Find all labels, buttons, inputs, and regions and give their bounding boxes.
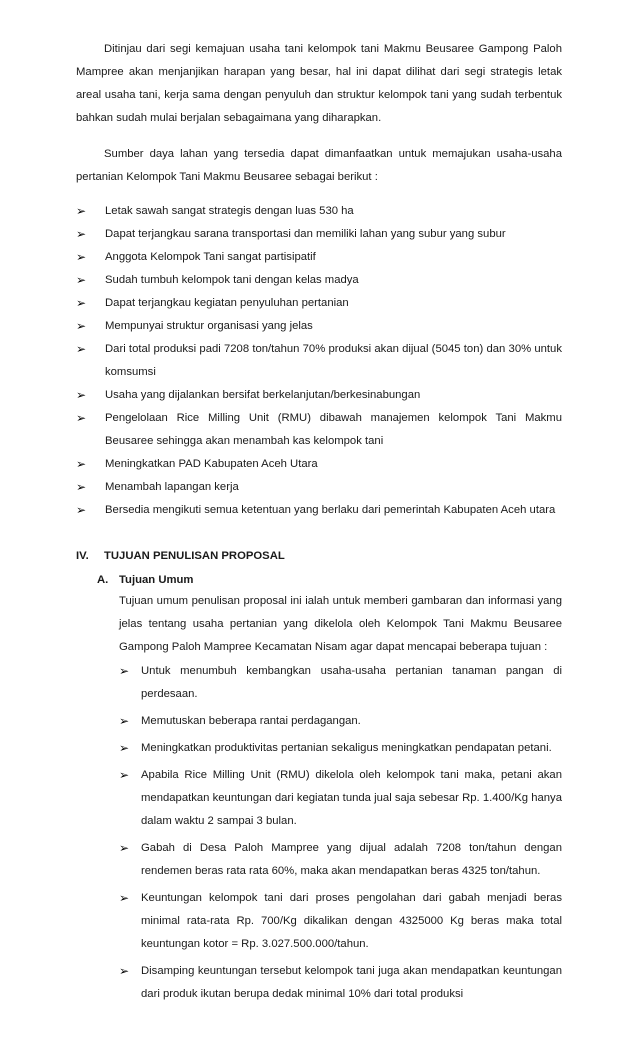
- arrow-bullet-icon: ➢: [76, 296, 87, 310]
- arrow-bullet-icon: ➢: [76, 204, 87, 218]
- arrow-bullet-icon: ➢: [119, 841, 130, 855]
- list-item: ➢ Disamping keuntungan tersebut kelompok tani juga akan mendapatkan keuntungan dari produk ikutan berupa dedak minimal 10% dari total produksi: [119, 960, 562, 1006]
- arrow-bullet-icon: ➢: [76, 227, 87, 241]
- list-item: ➢ Gabah di Desa Paloh Mampree yang dijual adalah 7208 ton/tahun dengan rendemen beras rata rata 60%, maka akan mendapatkan beras 4325 ton/tahun.: [119, 837, 562, 883]
- arrow-bullet-icon: ➢: [76, 250, 87, 264]
- list-item: ➢ Dapat terjangkau kegiatan penyuluhan pertanian: [76, 292, 562, 315]
- arrow-bullet-icon: ➢: [76, 342, 87, 356]
- subsection-title: Tujuan Umum: [119, 574, 194, 586]
- arrow-bullet-icon: ➢: [76, 457, 87, 471]
- list-item: ➢ Meningkatkan produktivitas pertanian sekaligus meningkatkan pendapatan petani.: [119, 737, 562, 760]
- arrow-bullet-icon: ➢: [119, 741, 130, 755]
- resources-list: [76, 200, 562, 522]
- arrow-bullet-icon: ➢: [119, 964, 130, 978]
- intro-paragraph-2: Sumber daya lahan yang tersedia dapat dimanfaatkan untuk memajukan usaha-usaha pertanian Kelompok Tani Makmu Beusaree sebagai berikut :: [76, 148, 562, 183]
- list-item: ➢ Letak sawah sangat strategis dengan luas 530 ha: [76, 200, 562, 223]
- list-item: ➢ Dari total produksi padi 7208 ton/tahun 70% produksi akan dijual (5045 ton) dan 30% untuk komsumsi: [76, 338, 562, 384]
- list-item: ➢ Mempunyai struktur organisasi yang jelas: [76, 315, 562, 338]
- section-title: TUJUAN PENULISAN PROPOSAL: [104, 550, 285, 562]
- list-item: ➢ Memutuskan beberapa rantai perdagangan.: [119, 710, 562, 733]
- arrow-bullet-icon: ➢: [76, 503, 87, 517]
- section-number: IV.: [76, 550, 89, 562]
- subsection-intro: Tujuan umum penulisan proposal ini ialah untuk memberi gambaran dan informasi yang jelas tentang usaha pertanian yang dikelola oleh Kelompok Tani Makmu Beusaree Gampong Paloh Mampree Kecamatan Nisam agar dapat mencapai beberapa tujuan :: [119, 595, 562, 653]
- subsection-heading: [97, 571, 193, 589]
- list-item: ➢ Pengelolaan Rice Milling Unit (RMU) dibawah manajemen kelompok Tani Makmu Beusaree sehingga akan menambah kas kelompok tani: [76, 407, 562, 453]
- arrow-bullet-icon: ➢: [76, 319, 87, 333]
- arrow-bullet-icon: ➢: [76, 273, 87, 287]
- subsection-letter: A.: [97, 574, 109, 586]
- list-item: ➢ Apabila Rice Milling Unit (RMU) dikelola oleh kelompok tani maka, petani akan mendapatkan keuntungan dari kegiatan tunda jual saja sebesar Rp. 1.400/Kg hanya dalam waktu 2 sampai 3 bulan.: [119, 764, 562, 833]
- arrow-bullet-icon: ➢: [119, 714, 130, 728]
- arrow-bullet-icon: ➢: [119, 664, 130, 678]
- list-item: ➢ Untuk menumbuh kembangkan usaha-usaha pertanian tanaman pangan di perdesaan.: [119, 660, 562, 706]
- list-item: ➢ Dapat terjangkau sarana transportasi dan memiliki lahan yang subur yang subur: [76, 223, 562, 246]
- goals-list: [119, 660, 562, 1010]
- list-item: ➢ Bersedia mengikuti semua ketentuan yang berlaku dari pemerintah Kabupaten Aceh utara: [76, 499, 562, 522]
- arrow-bullet-icon: ➢: [119, 891, 130, 905]
- list-item: ➢ Menambah lapangan kerja: [76, 476, 562, 499]
- arrow-bullet-icon: ➢: [76, 480, 87, 494]
- arrow-bullet-icon: ➢: [76, 411, 87, 425]
- list-item: ➢ Meningkatkan PAD Kabupaten Aceh Utara: [76, 453, 562, 476]
- arrow-bullet-icon: ➢: [119, 768, 130, 782]
- list-item: ➢ Usaha yang dijalankan bersifat berkelanjutan/berkesinabungan: [76, 384, 562, 407]
- intro-paragraph-1: Ditinjau dari segi kemajuan usaha tani kelompok tani Makmu Beusaree Gampong Paloh Mampree akan menjanjikan harapan yang besar, hal ini dapat dilihat dari segi strategis letak areal usaha tani, kerja sama dengan penyuluh dan struktur kelompok tani yang sudah terbentuk bahkan sudah mulai berjalan sebagaimana yang diharapkan.: [76, 43, 562, 124]
- list-item: ➢ Sudah tumbuh kelompok tani dengan kelas madya: [76, 269, 562, 292]
- section-heading: [76, 547, 285, 565]
- list-item: ➢ Anggota Kelompok Tani sangat partisipatif: [76, 246, 562, 269]
- list-item: ➢ Keuntungan kelompok tani dari proses pengolahan dari gabah menjadi beras minimal rata-rata Rp. 700/Kg dikalikan dengan 4325000 Kg beras maka total keuntungan kotor = Rp. 3.027.500.000/tahun.: [119, 887, 562, 956]
- arrow-bullet-icon: ➢: [76, 388, 87, 402]
